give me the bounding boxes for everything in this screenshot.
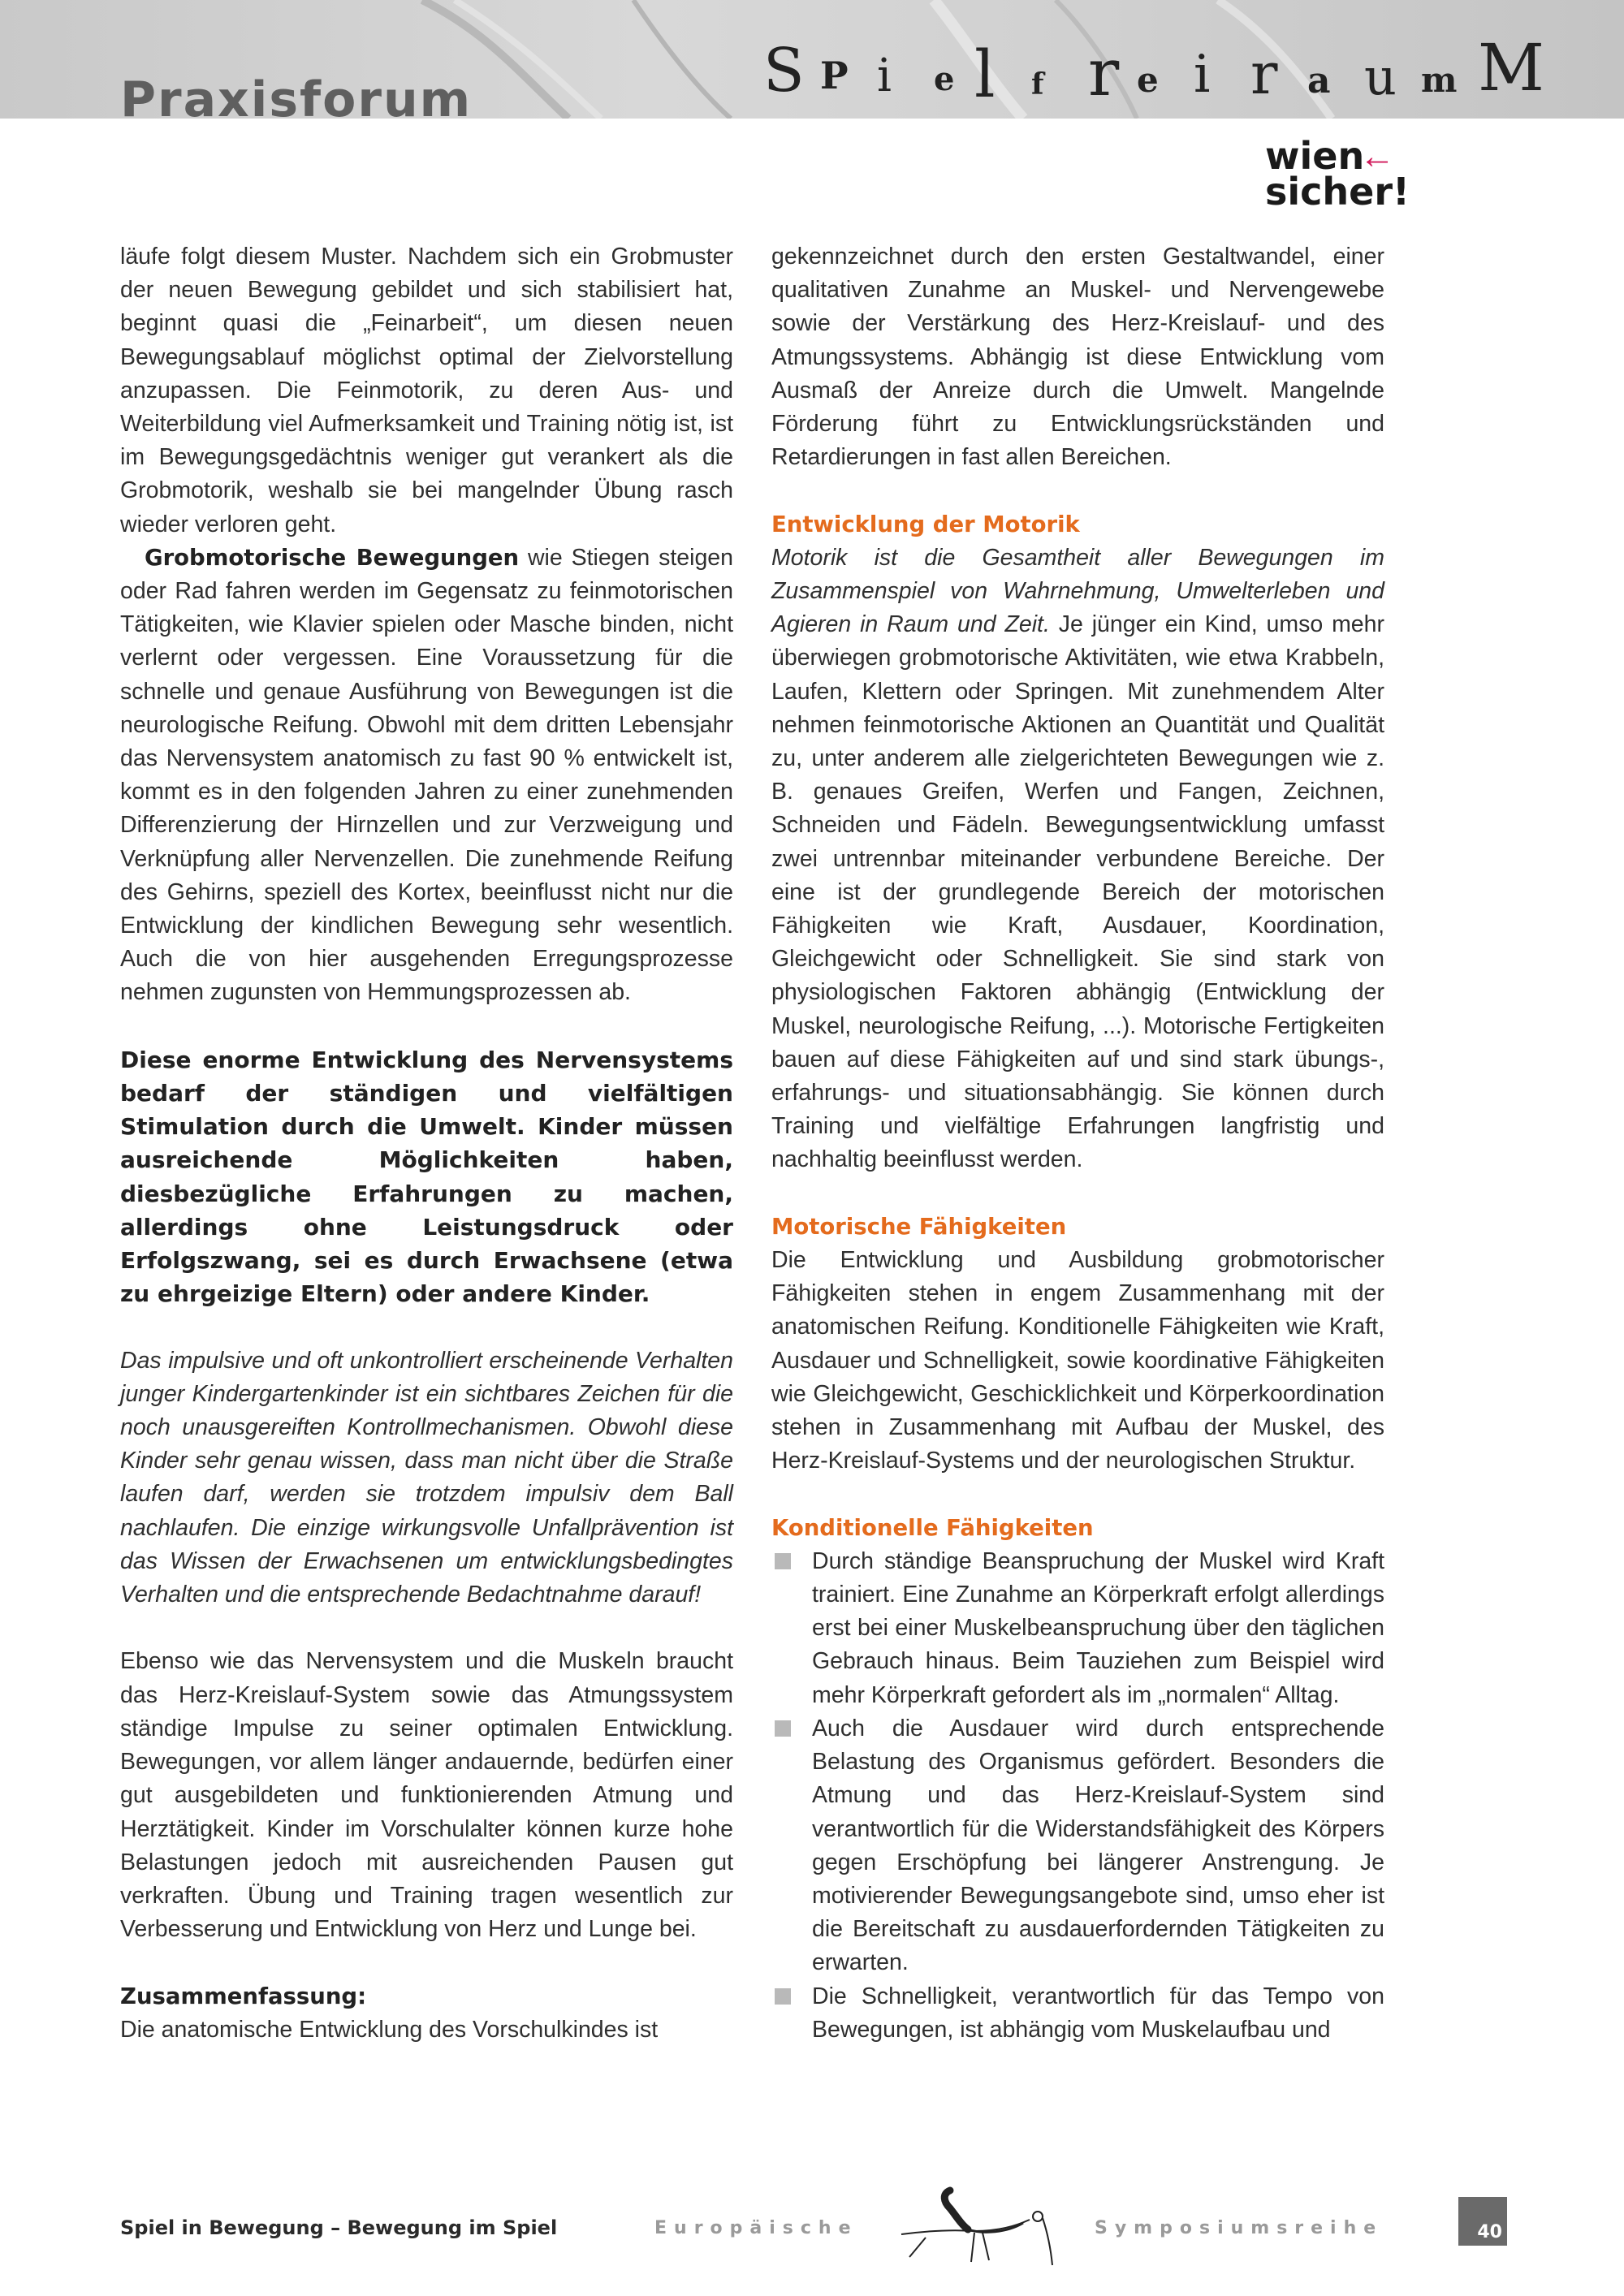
square-bullet-icon: [775, 1553, 791, 1569]
list-item: Durch ständige Beanspruchung der Muskel wird Kraft trainiert. Eine Zunahme an Körperkraft erfolgt allerdings erst bei einer Muskelbeanspruchung über den täglichen Gebrauch hinaus. Beim Tauziehen zum Beispiel wird mehr Körperkraft gefordert als im „normalen“ Alltag.: [771, 1545, 1384, 1712]
arrow-left-icon: ←: [1359, 136, 1395, 176]
emphasis-paragraph: Diese enorme Entwicklung des Nervensystems bedarf der ständigen und vielfältigen Stimulation durch die Umwelt. Kinder müssen ausreichende Möglichkeiten haben, diesbezügliche Erfahrungen zu machen, allerdings ohne Leistungsdruck oder Erfolgszwang, sei es durch Erwachsene (etwa zu ehrgeizige Eltern) oder andere Kinder.: [120, 1046, 733, 1308]
section-heading: Entwicklung der Motorik: [771, 511, 1080, 537]
section-heading: Konditionelle Fähigkeiten: [771, 1514, 1094, 1541]
bird-icon: [893, 2184, 1056, 2273]
paragraph: Ebenso wie das Nervensystem und die Muskeln braucht das Herz-Kreislauf-System sowie das Atmungssystem ständige Impulse zu seiner optimalen Entwicklung. Bewegungen, vor allem länger andauernde, bedürfen einer gut ausgebildeten und funktionierenden Atmung und Herztätigkeit. Kinder im Vorschulalter können kurze hohe Belastungen jedoch mit ausreichenden Pausen gut verkraften. Übung und Training tragen wesentlich zur Verbesserung und Entwicklung von Herz und Lunge bei.: [120, 1648, 733, 1943]
paragraph-text: Je jünger ein Kind, umso mehr überwiegen grobmotorische Aktivitäten, wie etwa Krabbeln, Laufen, Klettern oder Springen. Mit zunehmendem Alter nehmen feinmotorische Aktionen an Quantität und Qualität zu, unter anderem alle zielgerichteten Bewegungen wie z. B. genaues Greifen, Werfen und Fangen, Zeichnen, Schneiden und Fädeln. Bewegungsentwicklung umfasst zwei untrennbar miteinander verbundene Bereiche. Der eine ist der grundlegende Bereich der motorischen Fähigkeiten wie Kraft, Ausdauer, Koordination, Gleichgewicht oder Schnelligkeit. Sie sind stark von physiologischen Faktoren abhängig (Entwicklung der Muskel, neurologische Reifung, ...). Motorische Fertigkeiten bauen auf diese Fähigkeiten auf und sind stark übungs-, erfahrungs- und situationsabhängig. Sie können durch Training und vielfältige Erfahrungen langfristig und nachhaltig beeinflusst werden.: [771, 611, 1384, 1173]
paragraph: [120, 542, 733, 1010]
header-band: [0, 0, 1624, 119]
page-number: 40: [1458, 2197, 1507, 2246]
paragraph: läufe folgt diesem Muster. Nachdem sich ein Grobmuster der neuen Bewegung gebildet und sich stabilisiert hat, beginnt quasi die „Feinarbeit“, um diesen neuen Bewegungsablauf möglichst optimal der Zielvorstellung anzupassen. Die Feinmotorik, zu deren Aus- und Weiterbildung viel Aufmerksamkeit und Training nötig ist, ist im Bewegungsgedächtnis weniger gut verankert als die Grobmotorik, weshalb sie bei mangelnder Übung rasch wieder verloren geht.: [120, 244, 733, 537]
paragraph: gekennzeichnet durch den ersten Gestaltwandel, einer qualitativen Zunahme an Muskel- und Nervengewebe sowie der Verstärkung des Herz-Kreislauf- und des Atmungssystems. Abhängig ist diese Entwicklung vom Ausmaß der Anreize durch die Umwelt. Mangelnde Förderung führt zu Entwicklungsrückständen und Retardierungen in fast allen Bereichen.: [771, 244, 1384, 471]
spielfreiraum-wordmark: S P i e l f r e i r a u m M: [763, 30, 1544, 112]
logo-line-1: wien: [1265, 134, 1365, 178]
summary-heading: Zusammenfassung:: [120, 1983, 367, 2009]
paragraph: Die anatomische Entwicklung des Vorschulkindes ist: [120, 2016, 659, 2043]
square-bullet-icon: [775, 1720, 791, 1737]
italic-paragraph: Das impulsive und oft unkontrolliert erscheinende Verhalten junger Kindergartenkinder ist ein sichtbares Zeichen für die noch unausgereiften Kontrollmechanismen. Obwohl diese Kinder sehr genau wissen, dass man nicht über die Straße laufen darf, werden sie trotzdem impulsiv dem Ball nachlaufen. Die einzige wirkungsvolle Unfallprävention ist das Wissen der Erwachsenen um entwicklungsbedingtes Verhalten und die entsprechende Bedachtnahme darauf!: [120, 1347, 733, 1608]
page-title: Praxisforum: [120, 71, 473, 119]
paragraph-text: wie Stiegen steigen oder Rad fahren werden im Gegensatz zu feinmotorischen Tätigkeiten, wie Klavier spielen oder Masche binden, nicht verlernt oder vergessen. Eine Voraussetzung für die schnelle und genaue Ausführung von Bewegungen ist die neurologische Reifung. Obwohl mit dem dritten Lebensjahr das Nervensystem anatomisch zu fast 90 % entwickelt ist, kommt es in den folgenden Jahren zu einer zunehmenden Differenzierung der Hirnzellen und zur Verzweigung und Verknüpfung aller Nervenzellen. Die zunehmende Reifung des Gehirns, speziell des Kortex, beeinflusst nicht nur die Entwicklung der kindlichen Bewegung sehr wesentlich. Auch die von hier ausgehenden Erregungsprozesse nehmen zugunsten von Hemmungsprozessen ab.: [120, 544, 733, 1006]
section-heading: Motorische Fähigkeiten: [771, 1213, 1067, 1240]
footer-label-right: Symposiumsreihe: [1095, 2218, 1384, 2238]
italic-definition: Motorik ist die Gesamtheit aller Bewegungen im Zusammenspiel von Wahrnehmung, Umwelterleben und Agieren in Raum und Zeit.: [771, 544, 1384, 638]
paragraph: [771, 542, 1384, 1177]
footer-label-left: Europäische: [654, 2218, 858, 2238]
wien-sicher-logo: [1265, 134, 1410, 214]
list-item: Die Schnelligkeit, verantwortlich für das Tempo von Bewegungen, ist abhängig vom Muskelaufbau und: [771, 1980, 1384, 2047]
square-bullet-icon: [775, 1988, 791, 2005]
footer-series-title: Spiel in Bewegung – Bewegung im Spiel: [120, 2216, 558, 2239]
inline-bold-term: Grobmotorische Bewegungen: [145, 544, 520, 571]
right-column: [771, 240, 1384, 2047]
paragraph: Die Entwicklung und Ausbildung grobmotorischer Fähigkeiten stehen in engem Zusammenhang mit der anatomischen Reifung. Konditionelle Fähigkeiten wie Kraft, Ausdauer und Schnelligkeit, sowie koordinative Fähigkeiten wie Gleichgewicht, Geschicklichkeit und Körperkoordination stehen in Zusammenhang mit Aufbau der Muskel, des Herz-Kreislauf-Systems und der neurologischen Struktur.: [771, 1247, 1384, 1474]
list-item: Auch die Ausdauer wird durch entsprechende Belastung des Organismus gefördert. Besonders die Atmung und das Herz-Kreislauf-System sind verantwortlich für die Widerstandsfähigkeit des Körpers gegen Erschöpfung bei längerer Anstrengung. Je motivierender Bewegungsangebote sind, umso eher ist die Bereitschaft zu ausdauerfordernden Tätigkeiten zu erwarten.: [771, 1712, 1384, 1980]
left-column: [120, 240, 733, 2047]
logo-line-2: sicher!: [1265, 170, 1410, 214]
bullet-list: [771, 1545, 1384, 2047]
